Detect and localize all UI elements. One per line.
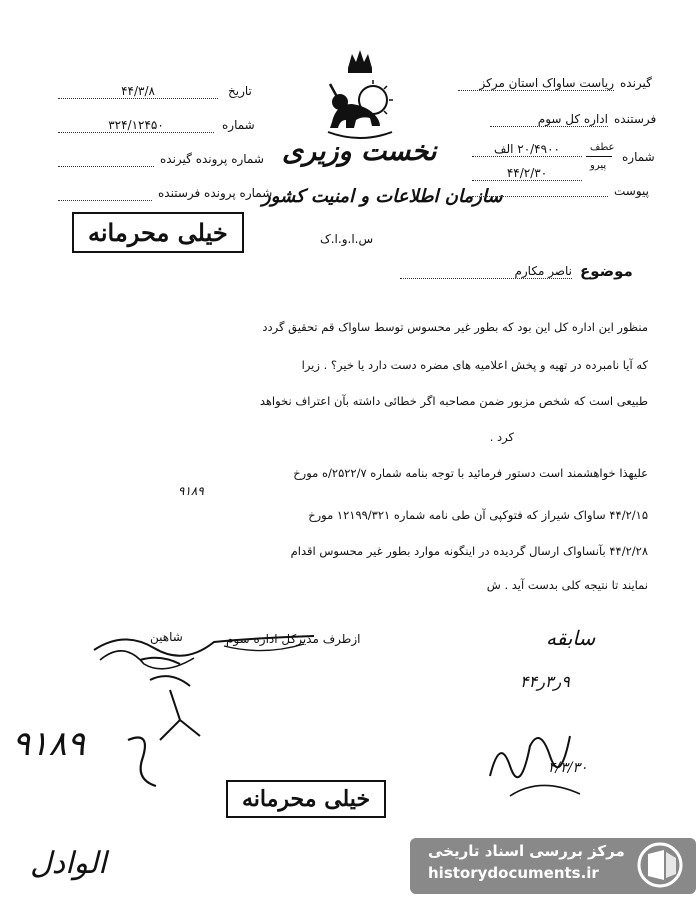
- watermark-logo-icon: [634, 840, 690, 890]
- ref-label: عطف: [590, 142, 615, 153]
- recipient-file-label: شماره پرونده گیرنده: [160, 152, 264, 166]
- classification-stamp-bottom: خیلی محرمانه: [226, 780, 386, 818]
- classification-stamp-top: خیلی محرمانه: [72, 212, 244, 253]
- watermark-title: مرکز بررسی اسناد تاریخی: [428, 842, 625, 860]
- handwritten-number-small: ۹۱۸۹: [178, 484, 204, 498]
- recipient-value: ریاست ساواک استان مرکز: [458, 76, 614, 91]
- number-label-left: شماره: [222, 118, 255, 132]
- body-line-6: ۴۴/۲/۱۵ ساواک شیراز که فتوکپی آن طی نامه شماره ۱۲۱۹۹/۳۲۱ مورخ: [308, 508, 648, 522]
- body-line-5: علیهذا خواهشمند است دستور فرمائید با توجه بنامه شماره ۲۵۲۲/۷/ه مورخ: [293, 466, 648, 480]
- body-line-1: منظور این اداره کل این بود که بطور غیر محسوس توسط ساواک قم تحقیق گردد: [262, 320, 648, 334]
- body-line-2: که آیا نامبرده در تهیه و پخش اعلامیه های مضره دست دارد یا خیر؟ . زیرا: [301, 358, 648, 372]
- watermark-url: historydocuments.ir: [428, 864, 599, 882]
- body-line-7: ۴۴/۲/۲۸ بآنساواک ارسال گردیده در اینگونه موارد بطور غیر محسوس اقدام: [290, 544, 648, 558]
- sender-value: اداره کل سوم: [490, 112, 608, 127]
- signature-prefix: ازطرف مدیرکل اداره سوم: [226, 632, 361, 646]
- sender-file-label: شماره پرونده فرستنده: [158, 186, 273, 200]
- body-line-8: نمایند تا نتیجه کلی بدست آید . ش: [486, 578, 648, 592]
- handwritten-note-left-bottom: الوادل: [30, 846, 107, 881]
- attachment-line: [472, 196, 608, 197]
- handwritten-note-right-mid: ۹ر۳ر۴۴: [520, 672, 570, 691]
- number-label-right: شماره: [622, 150, 655, 164]
- ref-value: ۲۰/۴۹۰۰ الف: [472, 142, 582, 157]
- lion-and-sun-emblem-icon: [318, 48, 402, 140]
- body-line-4: کرد .: [489, 430, 514, 444]
- follow-value: ۴۴/۲/۳۰: [472, 166, 582, 181]
- subject-label: موضوع: [580, 262, 633, 280]
- attachment-label: پیوست: [614, 184, 649, 198]
- agency-subtitle: سازمان اطلاعات و امنیت کشور: [262, 186, 503, 207]
- date-label: تاریخ: [228, 84, 252, 98]
- sender-label: فرستنده: [614, 112, 657, 126]
- ref-divider: [586, 156, 612, 157]
- subject-value: ناصر مکارم: [400, 264, 572, 279]
- number-value-left: ۳۲۴/۱۲۴۵۰: [58, 118, 214, 133]
- body-line-3: طبیعی است که شخص مزبور ضمن مصاحبه اگر خطائی داشته بآن اعتراف نخواهد: [259, 394, 648, 408]
- handwritten-number-large: ۹۱۸۹: [12, 724, 86, 764]
- handwritten-note-right-top: سابقه: [546, 626, 596, 650]
- signature-name: شاهین: [150, 630, 183, 644]
- handwritten-date-right: ۴/۳/۳۰: [548, 760, 588, 776]
- handwritten-mark-icon: [122, 730, 168, 790]
- agency-title: نخست وزیری: [282, 136, 437, 167]
- recipient-label: گیرنده: [620, 76, 652, 90]
- agency-code: س.ا.و.ا.ک: [320, 232, 374, 246]
- follow-label: پیرو: [590, 160, 607, 171]
- recipient-file-line: [58, 166, 154, 167]
- sender-file-line: [58, 200, 152, 201]
- date-value: ۴۴/۳/۸: [58, 84, 218, 99]
